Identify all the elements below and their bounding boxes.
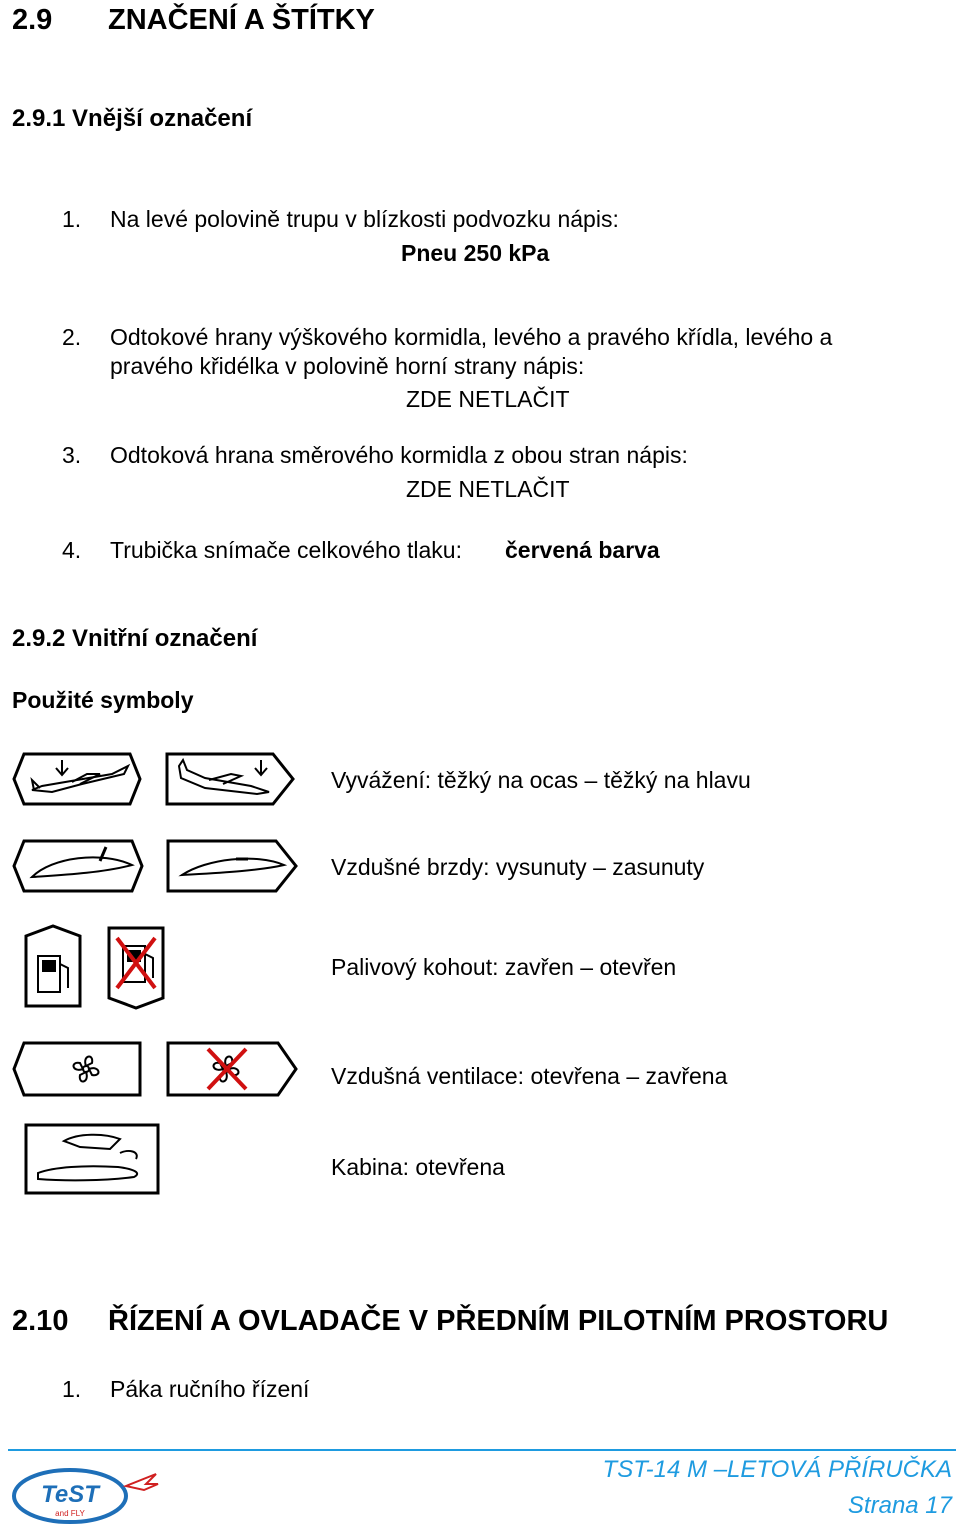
trim-tail-heavy-icon: [12, 752, 142, 806]
symbols-heading: Použité symboly: [12, 687, 194, 713]
list-item-number: 3.: [62, 442, 82, 468]
subsection-title: 2.9.1 Vnější označení: [12, 105, 253, 132]
airbrake-retracted-icon: [166, 839, 298, 893]
list-item-text: Na levé polovině trupu v blízkosti podvozku nápis:: [110, 206, 619, 232]
symbol-description: Kabina: otevřena: [331, 1154, 505, 1180]
list-item-number: 4.: [62, 537, 82, 563]
label-text: Pneu 250 kPa: [401, 240, 550, 266]
section-title: ŘÍZENÍ A OVLADAČE V PŘEDNÍM PILOTNÍM PROSTORU: [108, 1305, 889, 1337]
manual-title: TST-14 M –LETOVÁ PŘÍRUČKA: [602, 1456, 952, 1483]
test-logo: [10, 1462, 160, 1526]
list-item-text: Páka ručního řízení: [110, 1376, 310, 1402]
symbol-description: Vzdušná ventilace: otevřena – zavřena: [331, 1063, 728, 1089]
ventilation-closed-icon: [166, 1041, 298, 1097]
fuel-valve-closed-icon: [24, 924, 82, 1008]
trim-nose-heavy-icon: [165, 752, 295, 806]
airbrake-extended-icon: [12, 839, 144, 893]
label-text: červená barva: [505, 537, 660, 563]
subsection-title: 2.9.2 Vnitřní označení: [12, 625, 258, 652]
list-item-text: pravého křidélka v polovině horní strany nápis:: [110, 353, 585, 379]
fuel-valve-open-icon: [107, 926, 165, 1010]
logo-subtext: and FLY: [55, 1509, 85, 1518]
list-item-text: Odtoková hrana směrového kormidla z obou stran nápis:: [110, 442, 688, 468]
list-item-number: 1.: [62, 1376, 82, 1402]
section-title: ZNAČENÍ A ŠTÍTKY: [108, 4, 375, 36]
page-number: Strana 17: [847, 1492, 952, 1519]
list-item-text: Odtokové hrany výškového kormidla, levého a pravého křídla, levého a: [110, 324, 833, 350]
logo-text: TeST: [41, 1481, 99, 1508]
symbol-description: Vzdušné brzdy: vysunuty – zasunuty: [331, 854, 705, 880]
label-text: ZDE NETLAČIT: [406, 386, 570, 412]
section-number: 2.10: [12, 1305, 69, 1337]
label-text: ZDE NETLAČIT: [406, 476, 570, 502]
ventilation-open-icon: [12, 1041, 144, 1097]
symbol-description: Palivový kohout: zavřen – otevřen: [331, 954, 677, 980]
symbol-description: Vyvážení: těžký na ocas – těžký na hlavu: [331, 767, 751, 793]
list-item-number: 1.: [62, 206, 82, 232]
footer-divider: [8, 1449, 956, 1451]
list-item-text: Trubička snímače celkového tlaku:: [110, 537, 462, 563]
section-number: 2.9: [12, 4, 53, 36]
canopy-open-icon: [24, 1123, 160, 1195]
list-item-number: 2.: [62, 324, 82, 350]
